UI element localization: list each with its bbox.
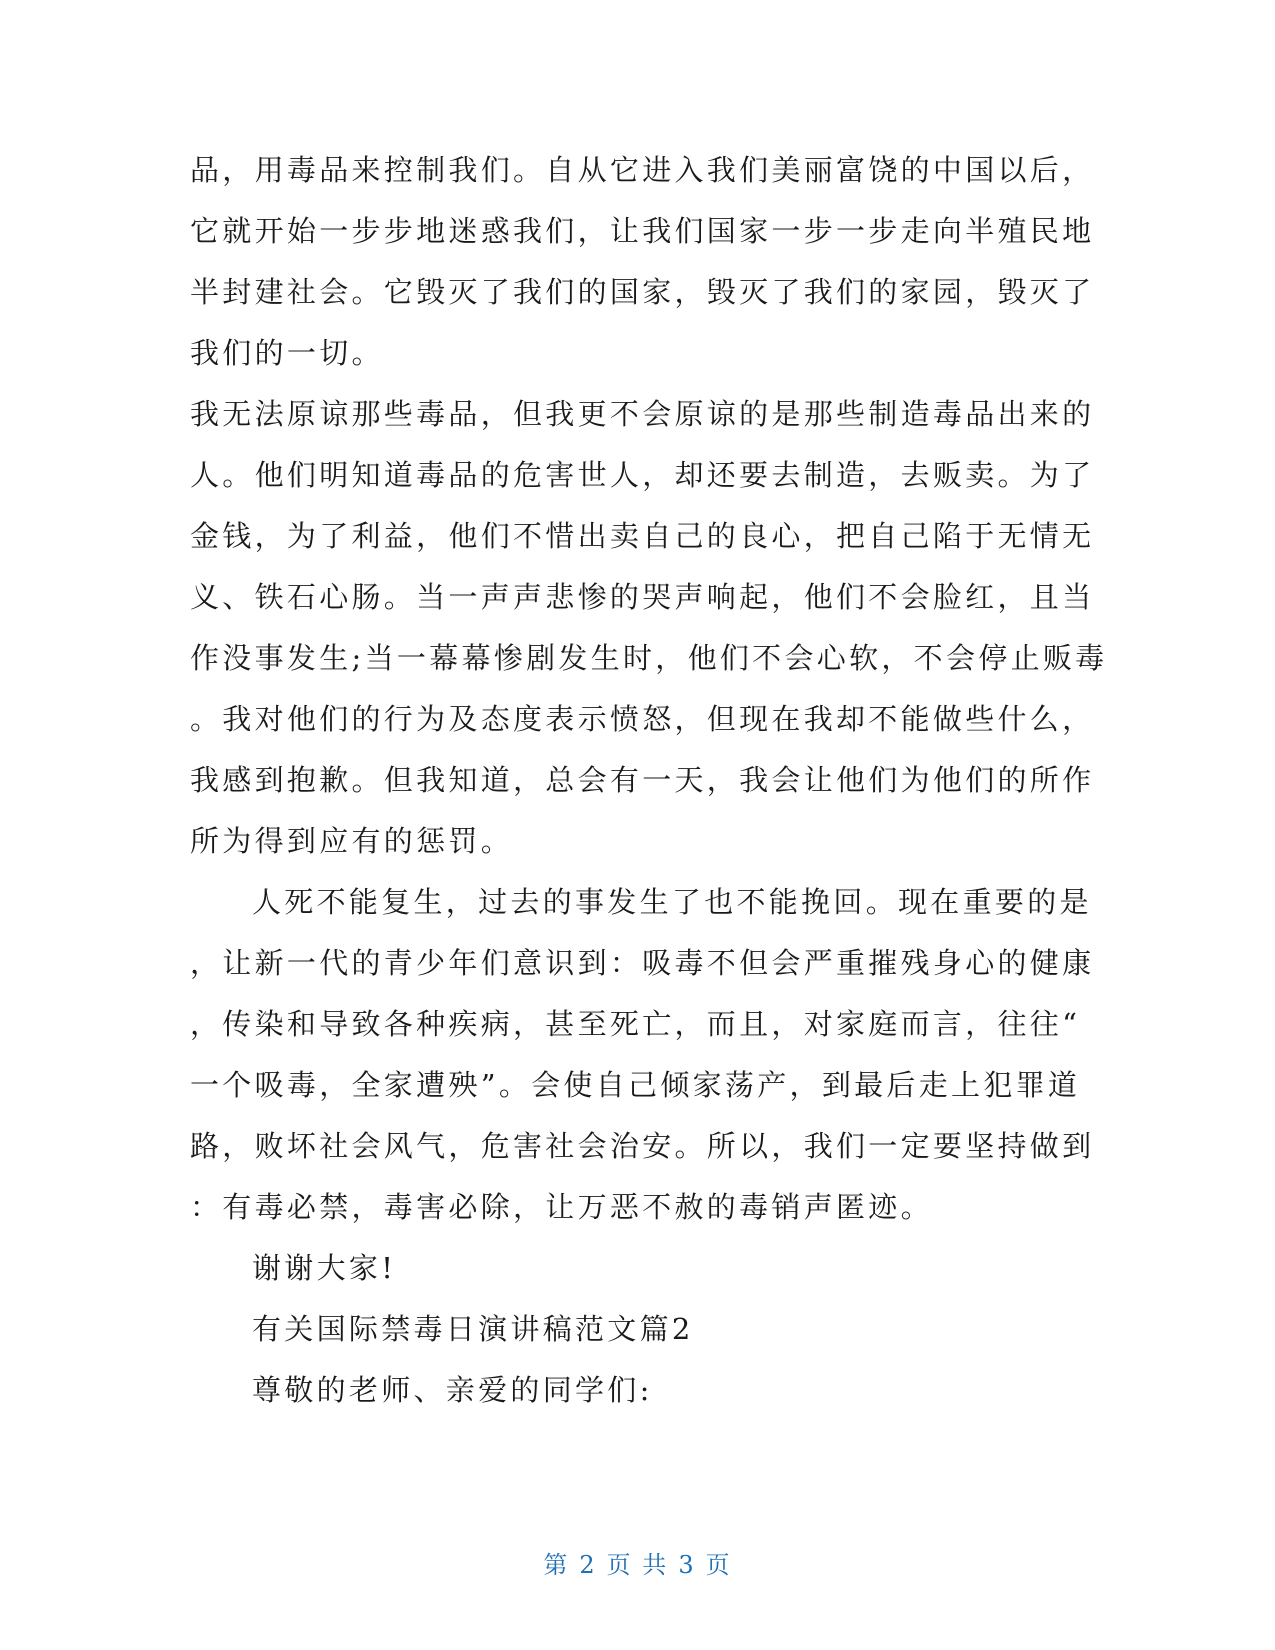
text-line: 所为得到应有的惩罚。: [190, 824, 514, 858]
closing-line: 谢谢大家!: [252, 1251, 397, 1285]
paragraph: [190, 1299, 1090, 1360]
text-line: 人。他们明知道毒品的危害世人，却还要去制造，去贩卖。为了: [190, 458, 1095, 492]
salutation-line: 尊敬的老师、亲爱的同学们:: [252, 1373, 653, 1407]
current-page-number: 2: [579, 1551, 597, 1579]
page-footer: [0, 1545, 1275, 1580]
paragraph: [190, 384, 1108, 872]
section-title: 有关国际禁毒日演讲稿范文篇2: [252, 1312, 694, 1346]
footer-middle: 页 共: [606, 1551, 669, 1579]
footer-suffix: 页: [705, 1551, 732, 1579]
text-line: 我们的一切。: [190, 336, 384, 370]
text-line: 它就开始一步步地迷惑我们，让我们国家一步一步走向半殖民地: [190, 214, 1095, 248]
text-line: 人死不能复生，过去的事发生了也不能挽回。现在重要的是: [252, 885, 1092, 919]
text-line: 我感到抱歉。但我知道，总会有一天，我会让他们为他们的所作: [190, 763, 1095, 797]
paragraph: [190, 140, 1095, 384]
paragraph: [190, 1360, 1090, 1421]
footer-prefix: 第: [543, 1551, 570, 1579]
text-line: 路，败坏社会风气，危害社会治安。所以，我们一定要坚持做到: [190, 1129, 1095, 1163]
text-line: 我无法原谅那些毒品，但我更不会原谅的是那些制造毒品出来的: [190, 397, 1095, 431]
text-line: 一个吸毒，全家遭殃”。会使自己倾家荡产，到最后走上犯罪道: [190, 1068, 1081, 1102]
text-line: ，传染和导致各种疾病，甚至死亡，而且，对家庭而言，往往“: [190, 1007, 1081, 1041]
text-line: 作没事发生;当一幕幕惨剧发生时，他们不会心软，不会停止贩毒: [190, 641, 1108, 675]
document-body: [190, 140, 1108, 1421]
text-line: ：有毒必禁，毒害必除，让万恶不赦的毒销声匿迹。: [190, 1190, 933, 1224]
text-line: ，让新一代的青少年们意识到：吸毒不但会严重摧残身心的健康: [190, 946, 1095, 980]
text-line: 金钱，为了利益，他们不惜出卖自己的良心，把自己陷于无情无: [190, 519, 1095, 553]
text-line: 品，用毒品来控制我们。自从它进入我们美丽富饶的中国以后，: [190, 153, 1095, 187]
text-line: 义、铁石心肠。当一声声悲惨的哭声响起，他们不会脸红，且当: [190, 580, 1095, 614]
paragraph: [190, 872, 1095, 1238]
total-pages-number: 3: [678, 1551, 696, 1579]
paragraph: [190, 1238, 1090, 1299]
text-line: 。我对他们的行为及态度表示愤怒，但现在我却不能做些什么，: [190, 702, 1095, 736]
text-line: 半封建社会。它毁灭了我们的国家，毁灭了我们的家园，毁灭了: [190, 275, 1095, 309]
